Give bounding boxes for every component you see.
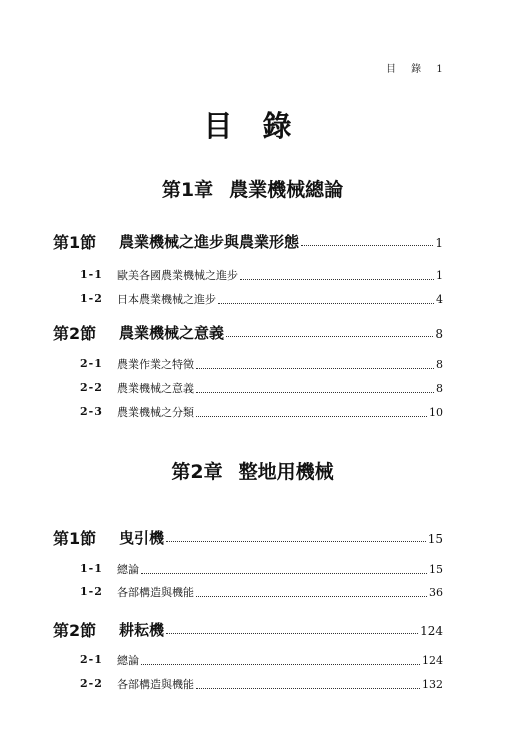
dot-leader (196, 688, 420, 689)
page-title: 目 錄 (203, 109, 302, 143)
toc-item-row[interactable] (117, 561, 443, 577)
toc-item-row[interactable] (117, 380, 443, 396)
item-title: 農業機械之意義 (117, 382, 194, 395)
chapter-number: 第1章 (161, 179, 214, 201)
item-title: 總論 (117, 563, 139, 576)
chapter-name: 整地用機械 (238, 461, 334, 483)
section-number: 第2節 (53, 324, 97, 343)
item-number: 2-1 (80, 653, 103, 666)
section-title: 農業機械之進步與農業形態 (119, 233, 300, 251)
section-number: 第1節 (53, 233, 97, 252)
item-number: 2-2 (80, 677, 103, 690)
chapter-number: 第2章 (171, 461, 223, 483)
item-number: 1-1 (80, 268, 103, 281)
chapter-name: 農業機械總論 (229, 179, 344, 201)
dot-leader (226, 336, 433, 337)
page-number: 8 (435, 327, 443, 341)
toc-item-row[interactable] (117, 291, 443, 307)
dot-leader (196, 392, 434, 393)
page-number: 124 (420, 624, 443, 638)
toc-item-row[interactable] (117, 584, 443, 600)
toc-section-row[interactable] (119, 619, 443, 640)
item-number: 2-1 (80, 357, 103, 370)
page-number: 4 (436, 293, 443, 306)
section-number: 第1節 (53, 529, 97, 548)
chapter-heading (0, 175, 505, 202)
item-number: 1-2 (80, 292, 103, 305)
section-title: 農業機械之意義 (119, 324, 225, 342)
item-title: 歐美各國農業機械之進步 (117, 269, 238, 282)
dot-leader (141, 664, 420, 665)
section-title: 耕耘機 (119, 621, 165, 639)
item-title: 各部構造與機能 (117, 586, 194, 599)
page-number: 124 (422, 654, 443, 667)
toc-item-row[interactable] (117, 267, 443, 283)
section-title: 曳引機 (119, 529, 165, 547)
dot-leader (166, 541, 426, 542)
toc-item-row[interactable] (117, 676, 443, 692)
dot-leader (218, 303, 434, 304)
item-title: 各部構造與機能 (117, 678, 194, 691)
item-title: 日本農業機械之進步 (117, 293, 216, 306)
toc-section-row[interactable] (119, 527, 443, 548)
dot-leader (141, 573, 427, 574)
running-header: 目 錄 1 (386, 64, 449, 75)
dot-leader (196, 416, 427, 417)
page-number: 8 (436, 382, 443, 395)
dot-leader (196, 368, 434, 369)
item-title: 農業機械之分類 (117, 406, 194, 419)
item-number: 1-2 (80, 585, 103, 598)
dot-leader (240, 279, 434, 280)
item-title: 總論 (117, 654, 139, 667)
dot-leader (196, 596, 427, 597)
toc-item-row[interactable] (117, 356, 443, 372)
page-number: 15 (427, 532, 443, 546)
page-number: 132 (422, 678, 443, 691)
item-title: 農業作業之特徵 (117, 358, 194, 371)
toc-section-row[interactable] (119, 322, 443, 343)
page-number: 36 (429, 586, 443, 599)
dot-leader (301, 245, 433, 246)
page-number: 8 (436, 358, 443, 371)
toc-item-row[interactable] (117, 652, 443, 668)
item-number: 1-1 (80, 562, 103, 575)
page-number: 1 (436, 269, 443, 282)
dot-leader (166, 633, 418, 634)
toc-section-row[interactable] (119, 231, 443, 252)
toc-item-row[interactable] (117, 404, 443, 420)
chapter-heading (0, 457, 505, 484)
page-number: 1 (435, 236, 443, 250)
section-number: 第2節 (53, 621, 97, 640)
page-number: 10 (429, 406, 443, 419)
item-number: 2-3 (80, 405, 103, 418)
item-number: 2-2 (80, 381, 103, 394)
page-number: 15 (429, 563, 443, 576)
